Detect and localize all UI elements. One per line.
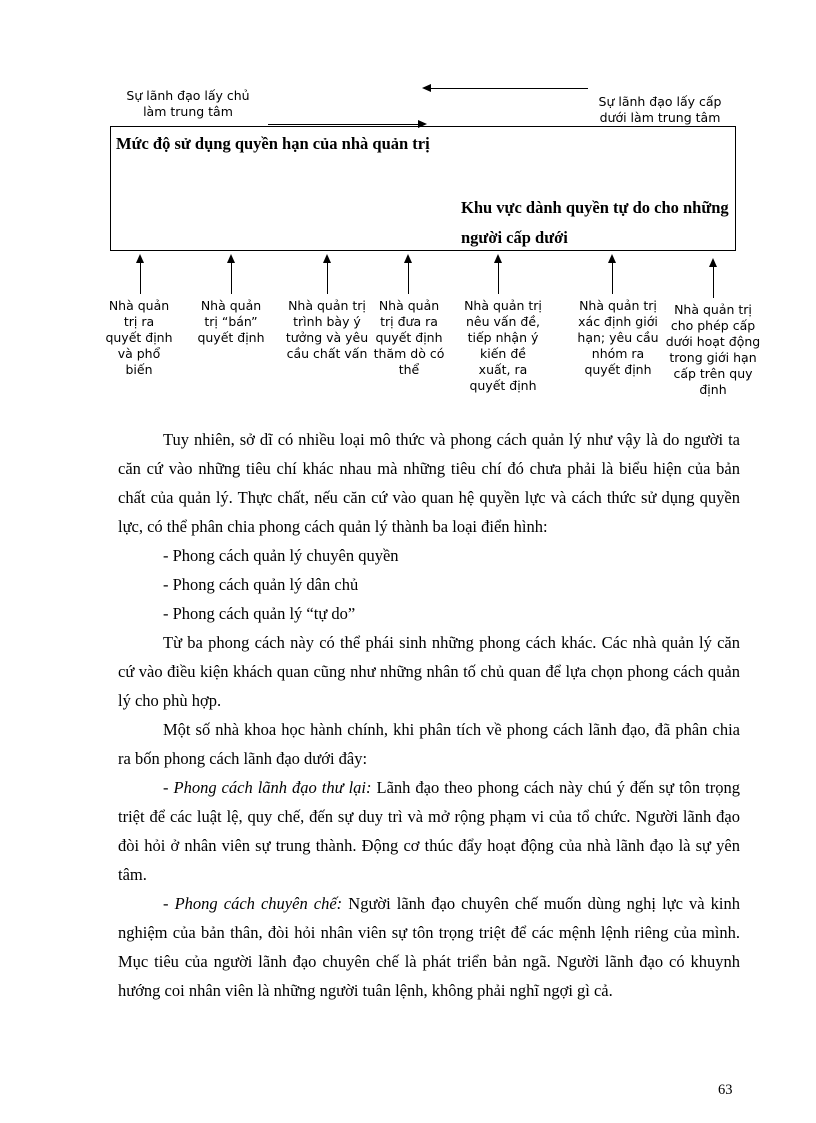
- box-title: Mức độ sử dụng quyền hạn của nhà quản trị: [116, 134, 430, 153]
- option-label: Nhà quản trị “bán” quyết định: [197, 298, 265, 345]
- option-label: Nhà quản trị trình bày ý tưởng và yêu cầu chất vấn: [285, 298, 369, 361]
- option-label: Nhà quản trị ra quyết định và phổ biến: [105, 298, 173, 377]
- box-right-text: Khu vực dành quyền tự do cho những người cấp dưới: [461, 198, 729, 247]
- bullet-item: - Phong cách quản lý “tự do”: [163, 604, 356, 623]
- paragraph: [118, 889, 740, 1005]
- paragraph-text: Người lãnh đạo chuyên chế muốn dùng nghị lực và kinh nghiệm của bản thân, đòi hỏi nhân viên sự tôn trọng triệt để các mệnh lệnh riêng của mình. Mục tiêu của người lãnh đạo chuyên chế là phát triển bản ngã. Người lãnh đạo có khuynh hướng coi nhân viên là những người tuân lệnh, không phải nghĩ ngợi gì cả.: [118, 894, 740, 1000]
- paragraph-text: Lãnh đạo theo phong cách này chú ý đến sự tôn trọng triệt để các luật lệ, quy chế, đến sự duy trì và mở rộng phạm vi của tổ chức. Người lãnh đạo đòi hỏi ở nhân viên sự trung thành. Động cơ thúc đẩy hoạt động của nhà lãnh đạo là sự yên tâm.: [118, 778, 740, 884]
- paragraph: Từ ba phong cách này có thể phái sinh những phong cách khác. Các nhà quản lý căn cứ vào điều kiện khách quan cũng như những nhân tố chủ quan để lựa chọn phong cách quản lý cho phù hợp.: [118, 633, 740, 710]
- paragraph: [118, 773, 740, 889]
- option-label: Nhà quản trị xác định giới hạn; yêu cầu nhóm ra quyết định: [577, 298, 659, 377]
- right-label: Sự lãnh đạo lấy cấp dưới làm trung tâm: [598, 94, 722, 125]
- option-label: Nhà quản trị nêu vấn đề, tiếp nhận ý kiến đề xuất, ra quyết định: [464, 298, 542, 393]
- bullet-item: - Phong cách quản lý dân chủ: [163, 575, 359, 594]
- page-number: 63: [718, 1082, 733, 1098]
- option-label: Nhà quản trị đưa ra quyết định thăm dò có thể: [373, 298, 445, 377]
- paragraph: Tuy nhiên, sở dĩ có nhiều loại mô thức và phong cách quản lý như vậy là do người ta căn cứ vào những tiêu chí khác nhau mà những tiêu chí đó chưa phải là biểu hiện của bản chất của quản lý. Thực chất, nếu căn cứ vào quan hệ quyền lực và cách thức sử dụng quyền lực, có thể phân chia phong cách quản lý thành ba loại điển hình:: [118, 430, 740, 536]
- italic-term: - Phong cách chuyên chế:: [163, 894, 343, 913]
- bullet-item: - Phong cách quản lý chuyên quyền: [163, 546, 399, 565]
- paragraph: Một số nhà khoa học hành chính, khi phân tích về phong cách lãnh đạo, đã phân chia ra bốn phong cách lãnh đạo dưới đây:: [118, 720, 740, 768]
- option-label: Nhà quản trị cho phép cấp dưới hoạt động trong giới hạn cấp trên quy định: [665, 302, 761, 397]
- body-text: [118, 425, 740, 1005]
- italic-term: - Phong cách lãnh đạo thư lại:: [163, 778, 372, 797]
- left-label: Sự lãnh đạo lấy chủ làm trung tâm: [126, 88, 250, 119]
